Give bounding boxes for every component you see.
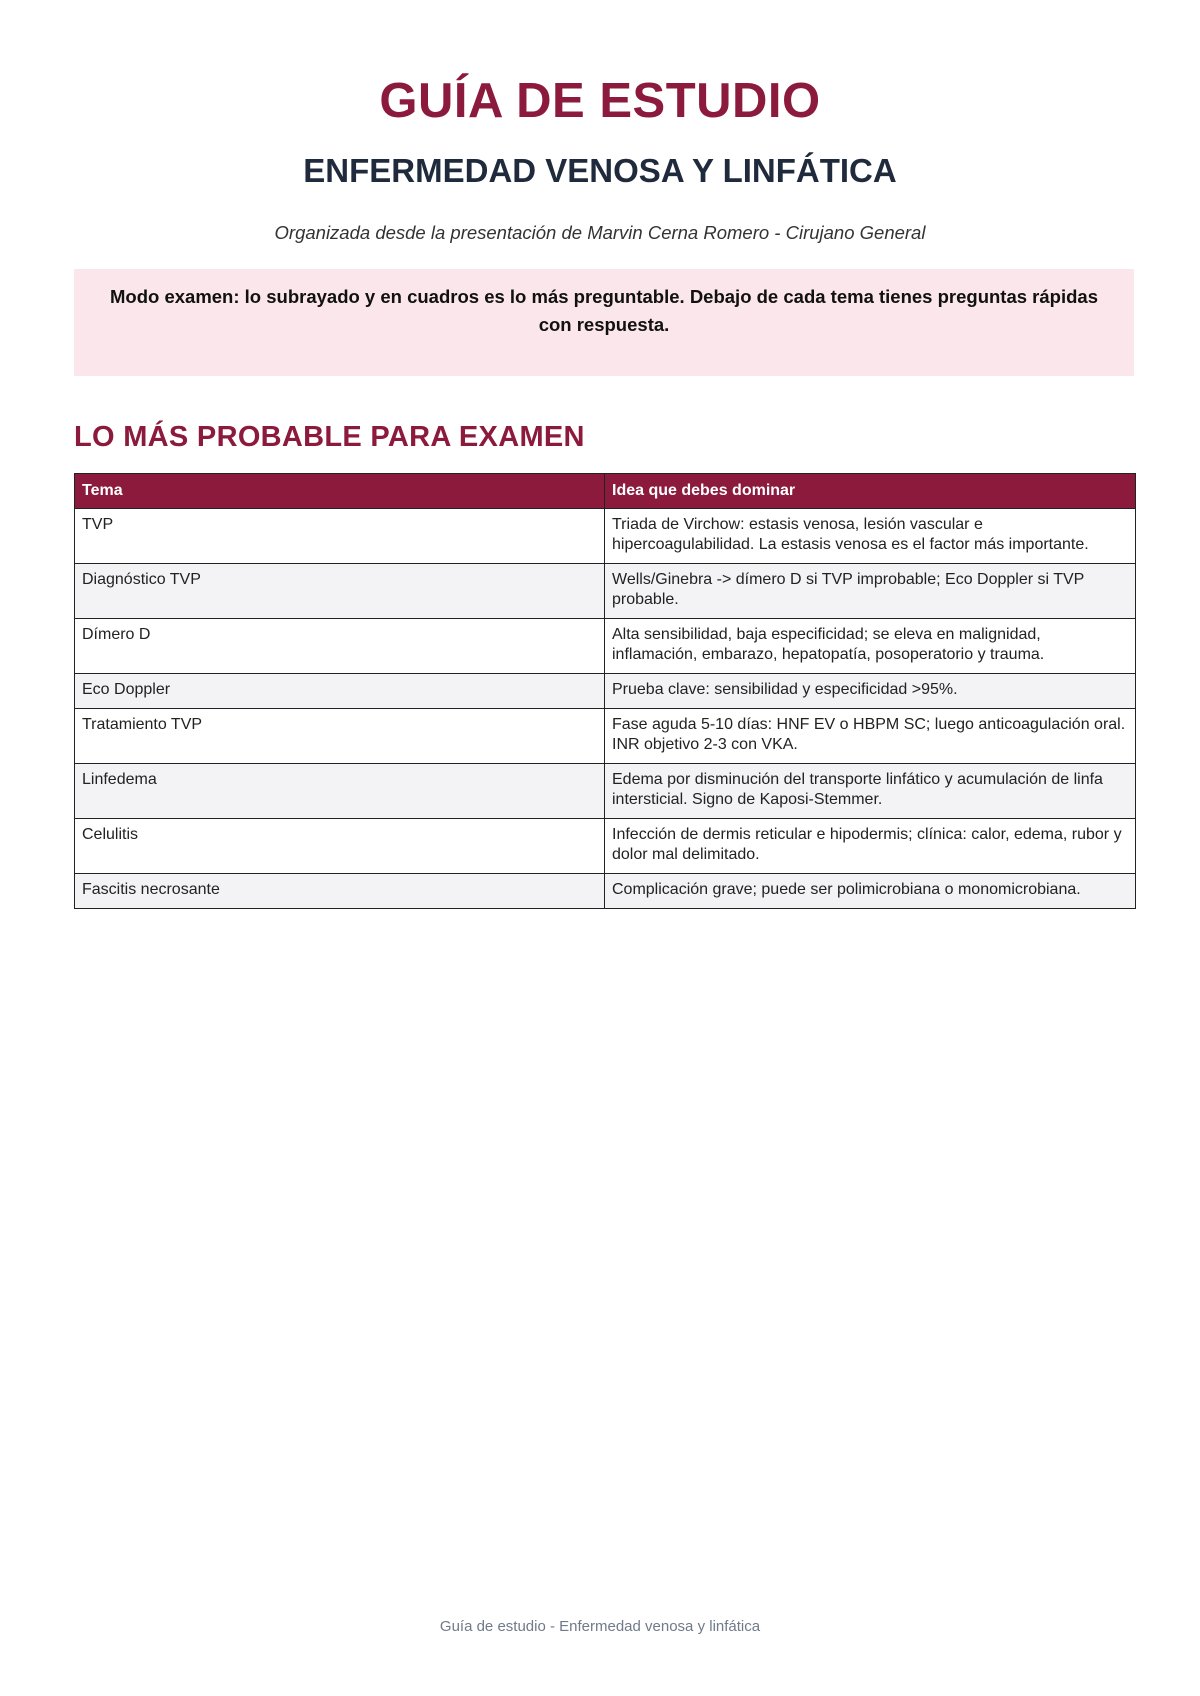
table-header-row: [75, 474, 1136, 509]
table-cell-idea: Prueba clave: sensibilidad y especificidad >95%.: [605, 674, 1136, 709]
page-footer: Guía de estudio - Enfermedad venosa y linfática: [439, 1618, 761, 1635]
table-row: [75, 764, 1136, 819]
exam-mode-notice: [74, 269, 1134, 376]
column-header-tema: Tema: [75, 474, 605, 509]
page-title: GUÍA DE ESTUDIO: [379, 74, 821, 128]
table-row: [75, 674, 1136, 709]
column-header-idea: Idea que debes dominar: [605, 474, 1136, 509]
table-cell-tema: Celulitis: [75, 819, 605, 874]
source-credit: Organizada desde la presentación de Marvin Cerna Romero - Cirujano General: [274, 222, 926, 243]
table-cell-idea: Triada de Virchow: estasis venosa, lesión vascular e hipercoagulabilidad. La estasis venosa es el factor más importante.: [605, 509, 1136, 564]
exam-topics-table: [74, 473, 1136, 909]
table-row: [75, 564, 1136, 619]
table-cell-tema: Fascitis necrosante: [75, 874, 605, 909]
table-cell-idea: Edema por disminución del transporte linfático y acumulación de linfa intersticial. Signo de Kaposi-Stemmer.: [605, 764, 1136, 819]
table-cell-tema: Linfedema: [75, 764, 605, 819]
table-cell-tema: Dímero D: [75, 619, 605, 674]
table-row: [75, 509, 1136, 564]
table-cell-tema: TVP: [75, 509, 605, 564]
table-row: [75, 619, 1136, 674]
table-cell-idea: Alta sensibilidad, baja especificidad; se eleva en malignidad, inflamación, embarazo, hepatopatía, posoperatorio y trauma.: [605, 619, 1136, 674]
table-row: [75, 709, 1136, 764]
table-cell-tema: Diagnóstico TVP: [75, 564, 605, 619]
table-cell-tema: Eco Doppler: [75, 674, 605, 709]
table-cell-idea: Complicación grave; puede ser polimicrobiana o monomicrobiana.: [605, 874, 1136, 909]
table-row: [75, 819, 1136, 874]
section-title: LO MÁS PROBABLE PARA EXAMEN: [74, 421, 585, 453]
table-cell-tema: Tratamiento TVP: [75, 709, 605, 764]
table-cell-idea: Infección de dermis reticular e hipodermis; clínica: calor, edema, rubor y dolor mal delimitado.: [605, 819, 1136, 874]
table-cell-idea: Wells/Ginebra -> dímero D si TVP improbable; Eco Doppler si TVP probable.: [605, 564, 1136, 619]
table-row: [75, 874, 1136, 909]
table-cell-idea: Fase aguda 5-10 días: HNF EV o HBPM SC; luego anticoagulación oral. INR objetivo 2-3 con VKA.: [605, 709, 1136, 764]
page-subtitle: ENFERMEDAD VENOSA Y LINFÁTICA: [303, 152, 897, 189]
exam-mode-notice-text: Modo examen: lo subrayado y en cuadros es lo más preguntable. Debajo de cada tema tienes preguntas rápidas con respuesta.: [110, 286, 1098, 335]
